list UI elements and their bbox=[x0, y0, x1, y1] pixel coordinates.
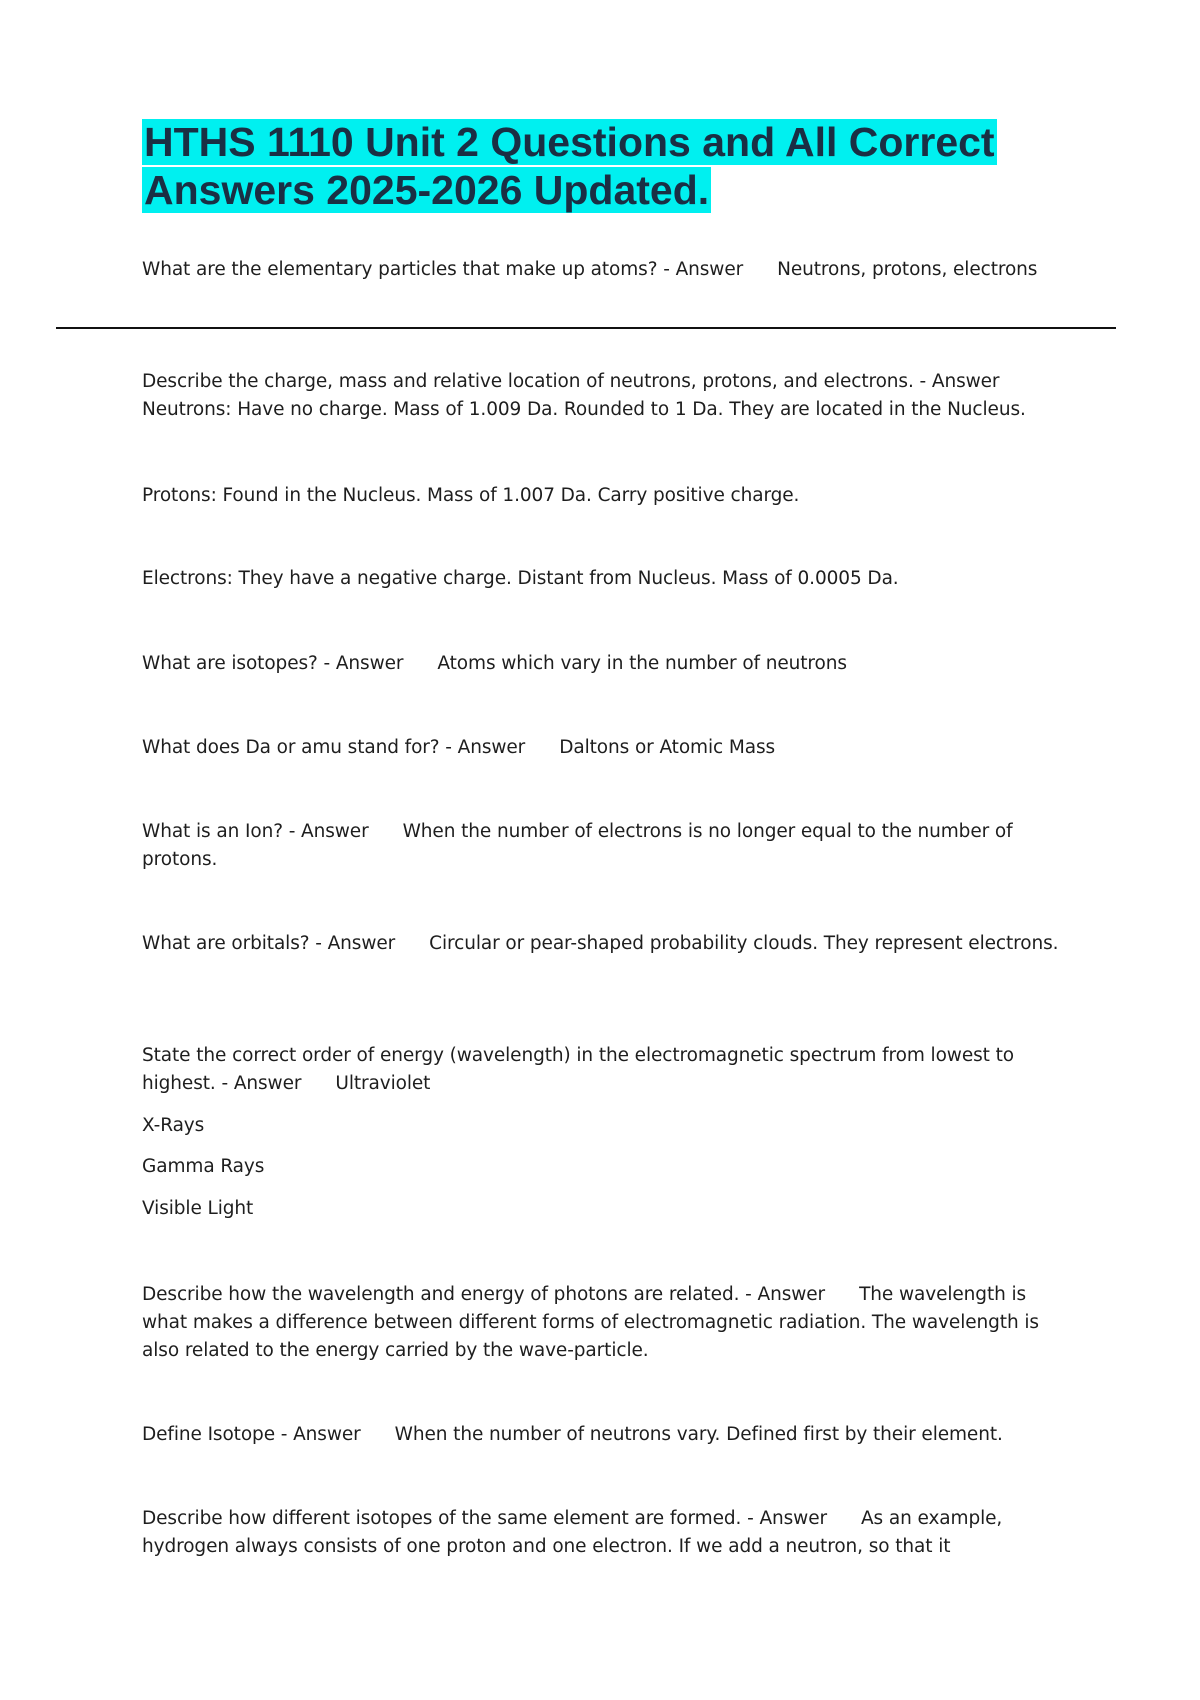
qa-block-define-isotope bbox=[142, 1421, 1072, 1449]
question-text: Describe the charge, mass and relative location of neutrons, protons, and electrons. - Answer bbox=[142, 371, 1000, 392]
question-text: What are the elementary particles that make up atoms? - Answer bbox=[142, 259, 744, 280]
text-block-protons bbox=[142, 482, 1072, 510]
qa-block-elementary-particles bbox=[142, 256, 1072, 284]
qa-block-da-amu bbox=[142, 734, 1072, 762]
qa-block-ion bbox=[142, 818, 1072, 874]
document-title bbox=[142, 118, 1022, 214]
question-text: What are isotopes? - Answer bbox=[142, 653, 404, 674]
question-text: Define Isotope - Answer bbox=[142, 1424, 361, 1445]
answer-text: The wavelength is what makes a difference between different forms of electromagnetic radiation. The wavelength is also related to the energy carried by the wave-particle. bbox=[142, 1284, 1039, 1361]
question-text: Describe how the wavelength and energy of photons are related. - Answer bbox=[142, 1284, 826, 1305]
title-highlight: HTHS 1110 Unit 2 Questions and All Correct Answers 2025-2026 Updated. bbox=[144, 119, 995, 213]
paragraph-text: X-Rays bbox=[142, 1115, 205, 1136]
text-block-gamma-rays bbox=[142, 1153, 1072, 1181]
answer-text: When the number of electrons is no longer equal to the number of protons. bbox=[142, 821, 1013, 870]
answer-text: As an example, hydrogen always consists of one proton and one electron. If we add a neutron, so that it bbox=[142, 1508, 1003, 1557]
paragraph-text: Protons: Found in the Nucleus. Mass of 1.007 Da. Carry positive charge. bbox=[142, 485, 800, 506]
qa-block-em-spectrum-order bbox=[142, 1042, 1072, 1098]
question-text: What are orbitals? - Answer bbox=[142, 933, 396, 954]
answer-text: Circular or pear-shaped probability clouds. They represent electrons. bbox=[429, 933, 1059, 954]
text-block-electrons bbox=[142, 565, 1072, 593]
answer-text: Daltons or Atomic Mass bbox=[559, 737, 776, 758]
horizontal-divider bbox=[56, 327, 1116, 329]
qa-block-isotopes bbox=[142, 650, 1072, 678]
text-block-x-rays bbox=[142, 1112, 1072, 1140]
answer-text: Neutrons, protons, electrons bbox=[777, 259, 1038, 280]
question-text: State the correct order of energy (wavelength) in the electromagnetic spectrum from lowest to highest. - Answer bbox=[142, 1045, 1014, 1094]
qa-block-isotope-formation bbox=[142, 1505, 1072, 1561]
answer-text: When the number of neutrons vary. Defined first by their element. bbox=[394, 1424, 1003, 1445]
answer-text: Ultraviolet bbox=[335, 1073, 431, 1094]
text-block-visible-light bbox=[142, 1195, 1072, 1223]
qa-block-charge-mass-location bbox=[142, 368, 1072, 424]
question-text: What does Da or amu stand for? - Answer bbox=[142, 737, 526, 758]
paragraph-text: Visible Light bbox=[142, 1198, 254, 1219]
paragraph-text: Electrons: They have a negative charge. Distant from Nucleus. Mass of 0.0005 Da. bbox=[142, 568, 899, 589]
qa-block-orbitals bbox=[142, 930, 1072, 958]
question-text: What is an Ion? - Answer bbox=[142, 821, 369, 842]
paragraph-text: Gamma Rays bbox=[142, 1156, 265, 1177]
question-text: Describe how different isotopes of the same element are formed. - Answer bbox=[142, 1508, 827, 1529]
qa-block-wavelength-energy bbox=[142, 1281, 1072, 1365]
answer-text: Atoms which vary in the number of neutrons bbox=[437, 653, 847, 674]
answer-text: Neutrons: Have no charge. Mass of 1.009 Da. Rounded to 1 Da. They are located in the Nucleus. bbox=[142, 399, 1026, 420]
